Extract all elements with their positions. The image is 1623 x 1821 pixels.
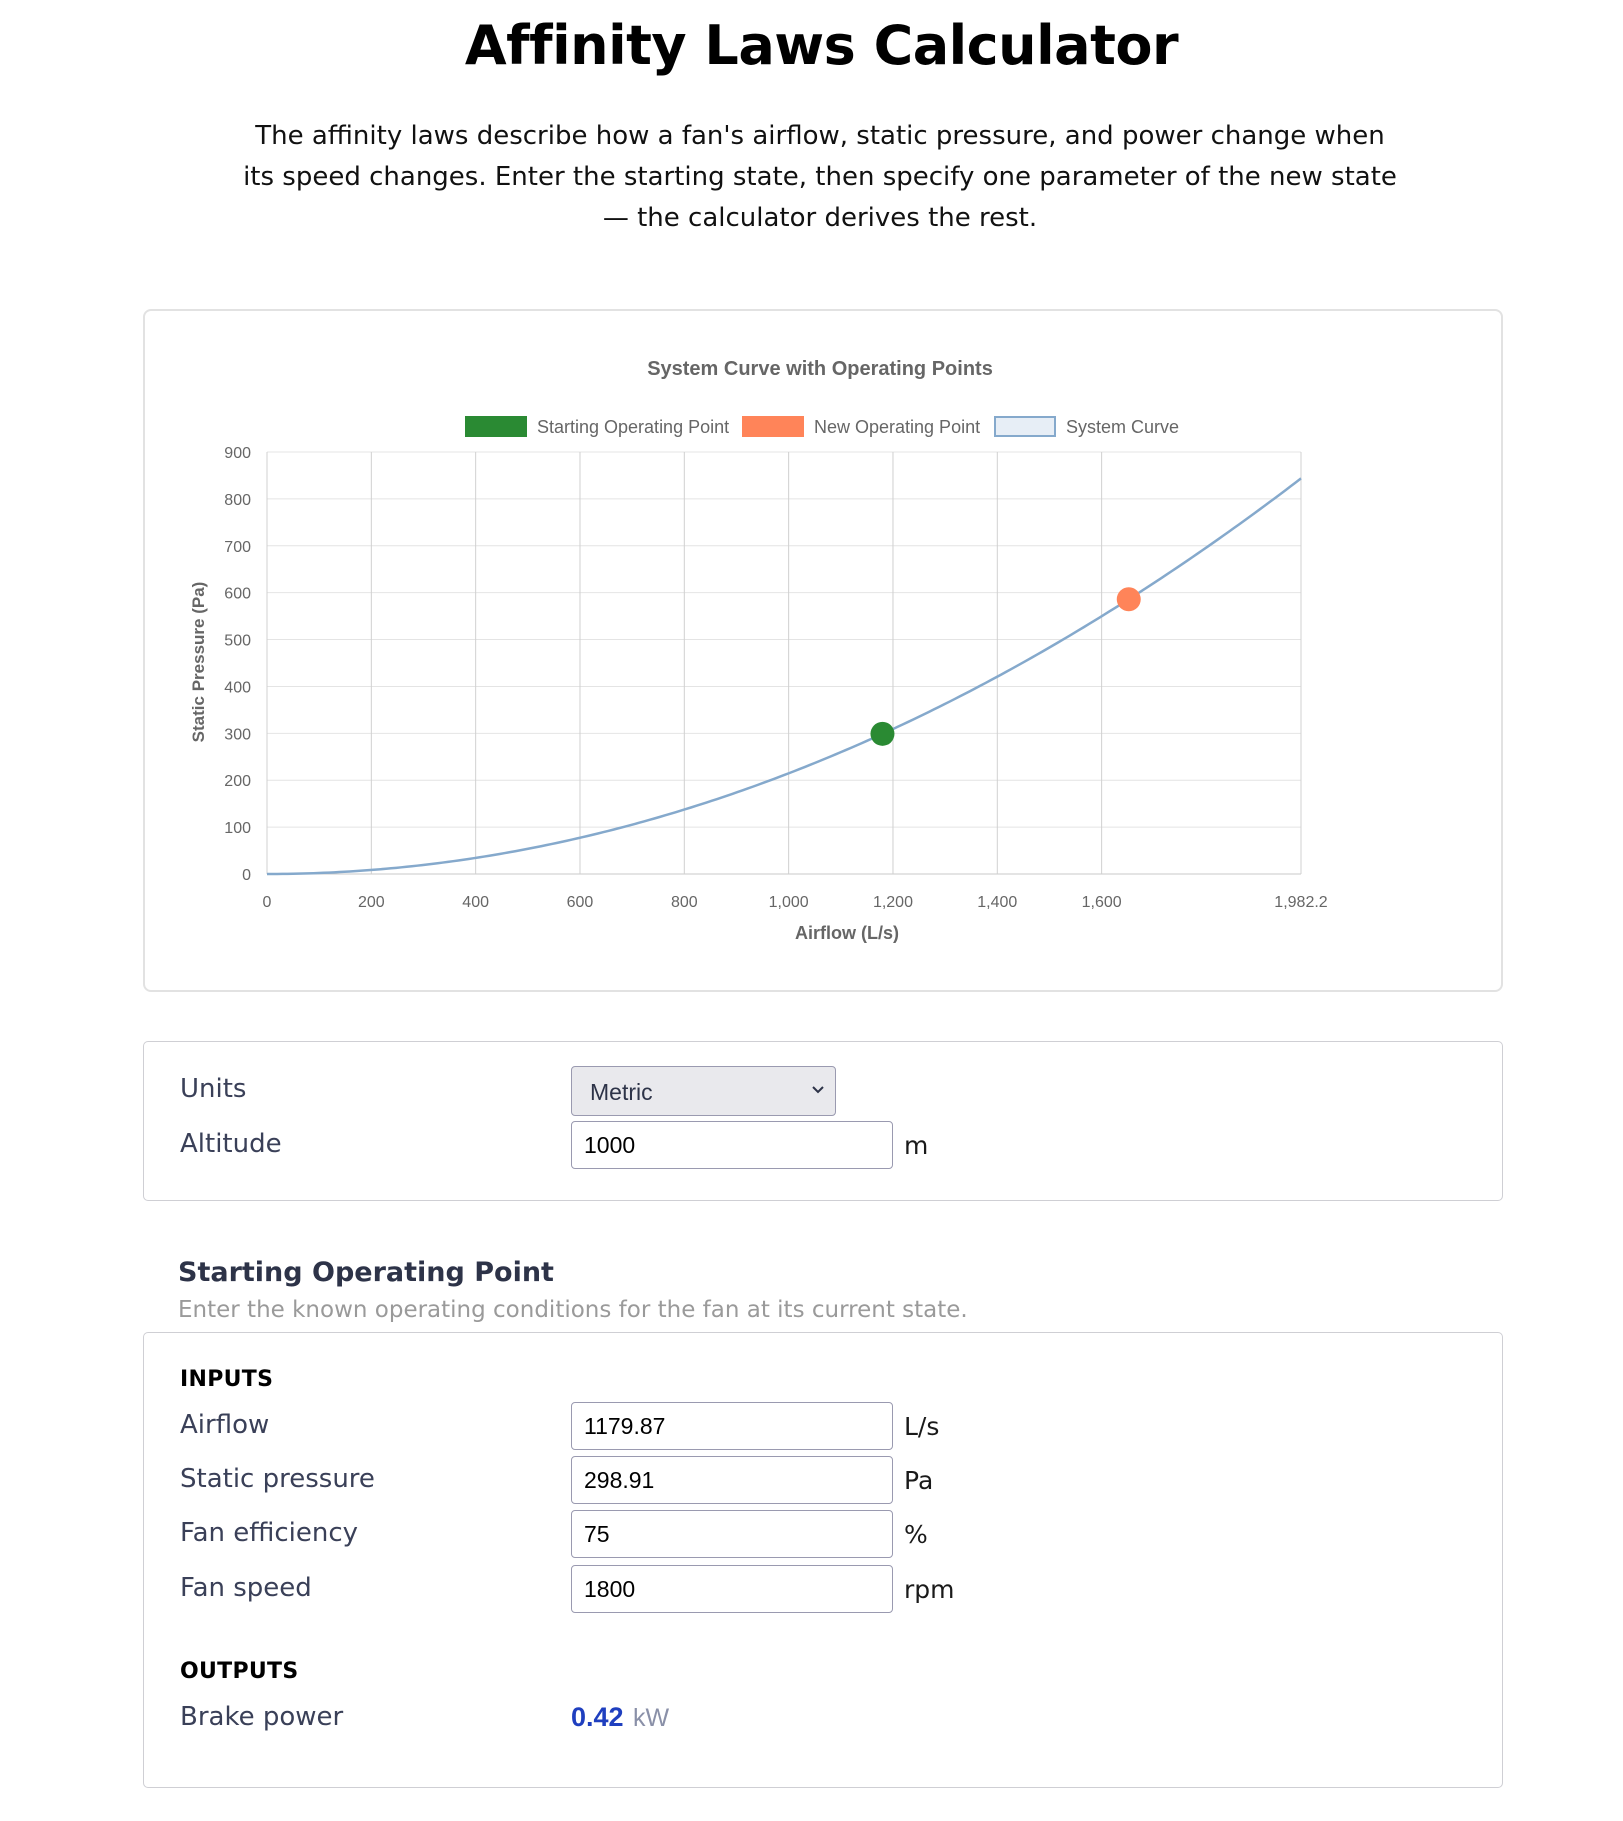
new-operating-point	[1117, 587, 1141, 611]
altitude-unit: m	[904, 1131, 929, 1160]
section-title-starting-point: Starting Operating Point	[178, 1257, 554, 1288]
brake-power-value: 0.42	[571, 1702, 624, 1732]
system-curve-line	[267, 478, 1301, 874]
x-tick-label: 1,400	[977, 894, 1018, 911]
y-tick-label: 800	[224, 491, 251, 509]
x-tick-label: 1,200	[872, 894, 913, 911]
y-tick-label: 700	[224, 538, 251, 556]
starting-operating-point	[870, 722, 894, 746]
x-tick-label: 600	[566, 894, 594, 911]
x-tick-label: 400	[462, 894, 490, 911]
brake-power-unit: kW	[633, 1704, 670, 1732]
chart-title: System Curve with Operating Points	[647, 358, 993, 380]
page-title: Affinity Laws Calculator	[464, 14, 1179, 77]
fan-efficiency-unit: %	[904, 1520, 928, 1549]
system-curve-chart	[145, 311, 1501, 990]
y-axis-label: Static Pressure (Pa)	[189, 581, 208, 743]
units-select[interactable]	[571, 1066, 836, 1116]
fan-speed-label: Fan speed	[180, 1573, 312, 1603]
x-axis-label: Airflow (L/s)	[795, 923, 899, 943]
fan-speed-unit: rpm	[904, 1575, 955, 1604]
outputs-heading: OUTPUTS	[180, 1659, 299, 1684]
legend-label-new: New Operating Point	[814, 417, 981, 437]
chart-card	[143, 309, 1503, 992]
altitude-label: Altitude	[180, 1129, 282, 1159]
legend-swatch-curve	[995, 417, 1055, 436]
fan-efficiency-label: Fan efficiency	[180, 1518, 359, 1548]
y-tick-label: 200	[224, 773, 251, 791]
x-tick-label: 1,000	[768, 894, 809, 911]
legend-swatch-start	[465, 416, 527, 437]
y-tick-label: 0	[242, 867, 251, 884]
y-tick-label: 300	[224, 726, 251, 744]
x-tick-label: 800	[670, 894, 698, 911]
chart-series	[267, 478, 1301, 874]
y-tick-label: 400	[224, 679, 251, 697]
legend-swatch-new	[742, 416, 804, 437]
starting-point-card	[143, 1332, 1503, 1788]
y-tick-label: 900	[224, 445, 251, 462]
legend-label-curve: System Curve	[1066, 417, 1180, 437]
static-pressure-input[interactable]	[571, 1456, 893, 1504]
inputs-heading: INPUTS	[180, 1367, 274, 1392]
legend-label-start: Starting Operating Point	[537, 417, 730, 437]
brake-power-label: Brake power	[180, 1702, 344, 1732]
airflow-input[interactable]	[571, 1402, 893, 1450]
airflow-label: Airflow	[180, 1410, 270, 1440]
chart-legend	[465, 416, 1179, 437]
units-select-value: Metric	[590, 1079, 653, 1105]
chart-grid	[267, 452, 1301, 874]
static-pressure-label: Static pressure	[180, 1464, 375, 1494]
x-tick-label: 1,982.2	[1274, 894, 1328, 911]
x-tick-label: 0	[262, 894, 272, 911]
fan-speed-input[interactable]	[571, 1565, 893, 1613]
settings-card	[143, 1041, 1503, 1201]
fan-efficiency-input[interactable]	[571, 1510, 893, 1558]
section-subtitle-starting-point: Enter the known operating conditions for the fan at its current state.	[178, 1297, 968, 1323]
altitude-input[interactable]	[571, 1121, 893, 1169]
y-tick-label: 500	[224, 632, 251, 650]
units-label: Units	[180, 1074, 247, 1104]
intro-text: The affinity laws describe how a fan's airflow, static pressure, and power change when its speed changes. Enter the starting state, then specify one parameter of the new state — the calculator derives the rest.	[243, 121, 1397, 233]
x-tick-label: 200	[357, 894, 385, 911]
x-tick-label: 1,600	[1081, 894, 1122, 911]
chart-ticks	[224, 445, 1327, 911]
airflow-unit: L/s	[904, 1412, 940, 1441]
static-pressure-unit: Pa	[904, 1466, 934, 1495]
y-tick-label: 100	[224, 820, 251, 838]
chevron-down-icon	[811, 1085, 825, 1095]
y-tick-label: 600	[224, 585, 251, 603]
